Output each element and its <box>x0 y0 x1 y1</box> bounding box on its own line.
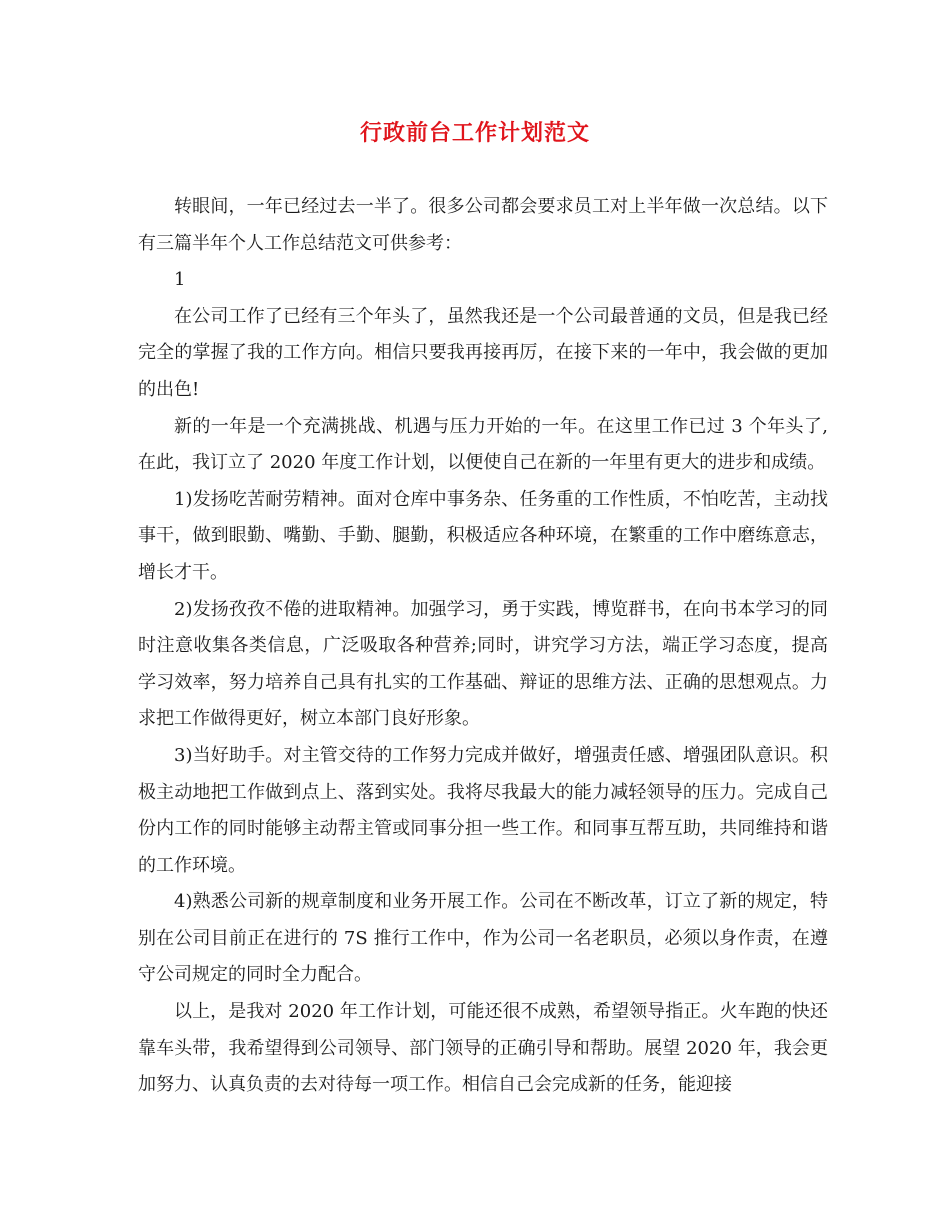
document-title: 行政前台工作计划范文 <box>359 120 590 146</box>
paragraph-item-3: 3)当好助手。对主管交待的工作努力完成并做好，增强责任感、增强团队意识。积极主动地把工作做到点上、落到实处。我将尽我最大的能力减轻领导的压力。完成自己份内工作的同时能够主动帮主管或同事分担一些工作。和同事互帮互助，共同维持和谐的工作环境。 <box>138 744 828 876</box>
paragraph-item-2: 2)发扬孜孜不倦的进取精神。加强学习，勇于实践，博览群书，在向书本学习的同时注意收集各类信息，广泛吸取各种营养;同时，讲究学习方法，端正学习态度，提高学习效率，努力培养自己具有扎实的工作基础、辩证的思维方法、正确的思想观点。力求把工作做得更好，树立本部门良好形象。 <box>138 598 828 730</box>
paragraph-conclusion: 以上，是我对 2020 年工作计划，可能还很不成熟，希望领导指正。火车跑的快还靠车头带，我希望得到公司领导、部门领导的正确引导和帮助。展望 2020 年，我会更加努力、认真负责的去对待每一项工作。相信自己会完成新的任务，能迎接 <box>138 1001 828 1096</box>
paragraph-new-year: 新的一年是一个充满挑战、机遇与压力开始的一年。在这里工作已过 3 个年头了,在此，我订立了 2020 年度工作计划，以便使自己在新的一年里有更大的进步和成绩。 <box>138 415 828 474</box>
paragraph-item-1: 1)发扬吃苦耐劳精神。面对仓库中事务杂、任务重的工作性质，不怕吃苦，主动找事干，做到眼勤、嘴勤、手勤、腿勤，积极适应各种环境，在繁重的工作中磨练意志，增长才干。 <box>138 488 828 583</box>
paragraph-item-4: 4)熟悉公司新的规章制度和业务开展工作。公司在不断改革，订立了新的规定，特别在公司目前正在进行的 7S 推行工作中，作为公司一名老职员，必须以身作责，在遵守公司规定的同时全力配合。 <box>138 891 828 986</box>
paragraph-intro: 转眼间，一年已经过去一半了。很多公司都会要求员工对上半年做一次总结。以下有三篇半年个人工作总结范文可供参考： <box>138 196 828 254</box>
paragraph-experience: 在公司工作了已经有三个年头了，虽然我还是一个公司最普通的文员，但是我已经完全的掌握了我的工作方向。相信只要我再接再厉，在接下来的一年中，我会做的更加的出色! <box>138 305 828 400</box>
paragraph-number: 1 <box>174 269 186 291</box>
document-body <box>138 189 828 1104</box>
